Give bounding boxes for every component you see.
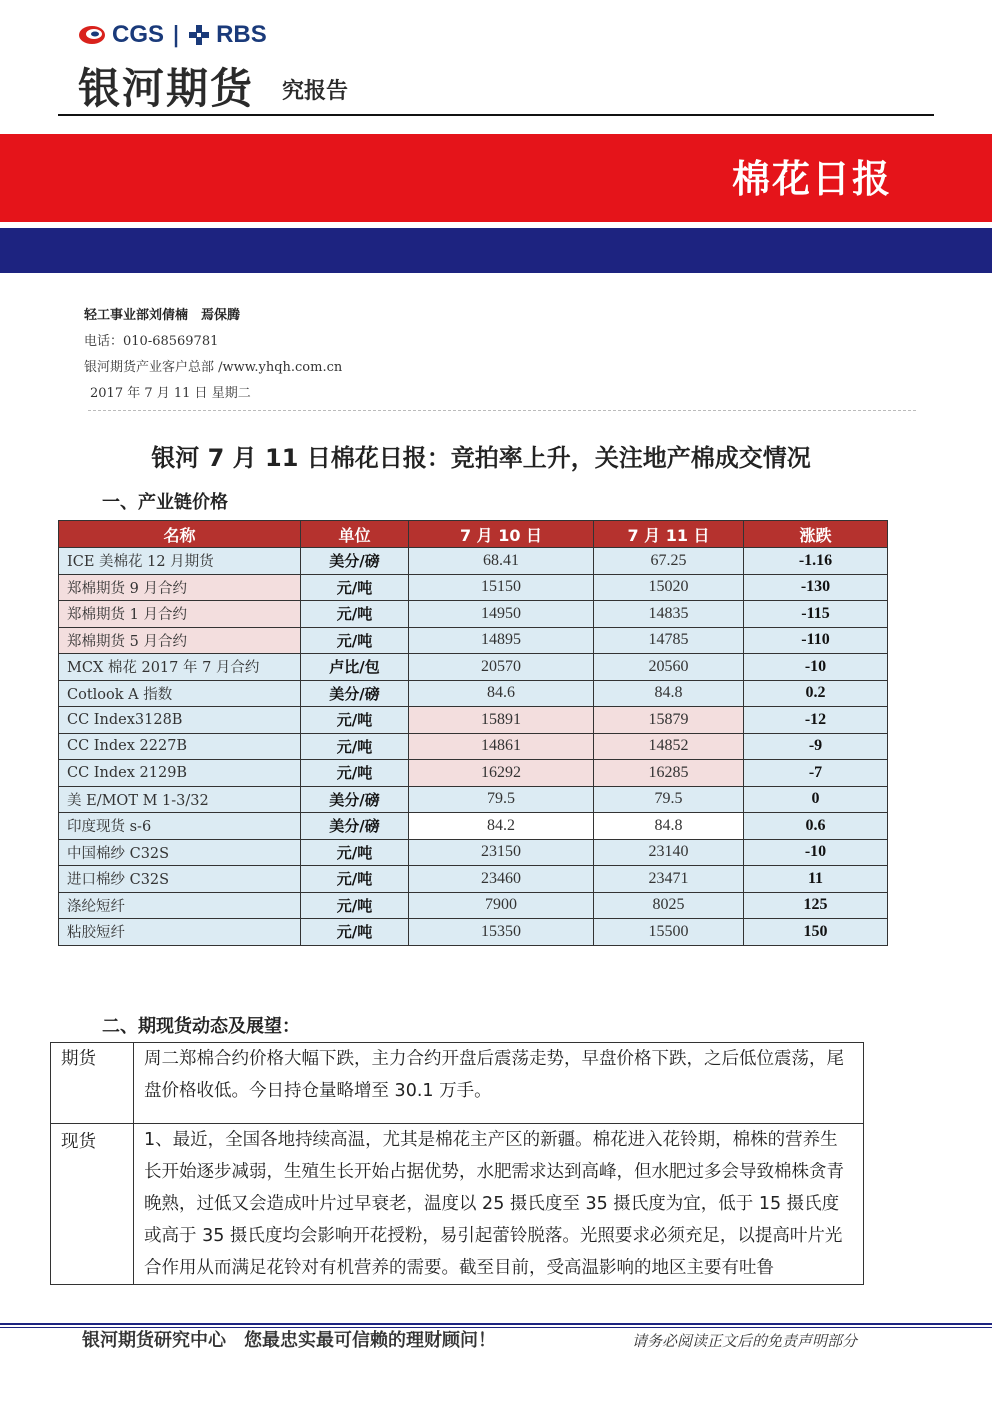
row-jul10: 20570 (409, 654, 594, 681)
row-unit: 元/吨 (301, 574, 409, 601)
table-row (59, 892, 888, 919)
row-jul11: 15879 (594, 707, 744, 734)
table-row (59, 813, 888, 840)
row-jul11: 14785 (594, 627, 744, 654)
logo-rbs-text: RBS (216, 21, 267, 48)
row-jul11: 84.8 (594, 680, 744, 707)
row-unit: 元/吨 (301, 892, 409, 919)
table-row (59, 627, 888, 654)
row-unit: 卢比/包 (301, 654, 409, 681)
row-change: 125 (744, 892, 888, 919)
row-jul11: 14835 (594, 601, 744, 628)
row-jul10: 84.6 (409, 680, 594, 707)
logo-separator: | (172, 22, 181, 48)
rbs-daisy-icon (188, 24, 210, 46)
report-type-title: 棉花日报 (731, 157, 892, 201)
table-row (59, 680, 888, 707)
price-table (58, 520, 888, 946)
row-name: 进口棉纱 C32S (59, 866, 301, 893)
table-row (59, 919, 888, 946)
row-unit: 美分/磅 (301, 813, 409, 840)
brand-subtitle: 究报告 (282, 79, 349, 104)
futures-text: 周二郑棉合约价格大幅下跌，主力合约开盘后震荡走势，早盘价格下跌，之后低位震荡，尾盘价格收低。今日持仓量略增至 30.1 万手。 (134, 1043, 864, 1124)
row-change: -1.16 (744, 548, 888, 575)
row-unit: 元/吨 (301, 733, 409, 760)
col-header-unit: 单位 (301, 521, 409, 548)
row-unit: 元/吨 (301, 839, 409, 866)
row-jul11: 23140 (594, 839, 744, 866)
row-jul11: 8025 (594, 892, 744, 919)
row-name: 郑棉期货 1 月合约 (59, 601, 301, 628)
table-row (59, 601, 888, 628)
row-jul10: 16292 (409, 760, 594, 787)
spot-text: 1、最近，全国各地持续高温，尤其是棉花主产区的新疆。棉花进入花铃期，棉株的营养生长开始逐步减弱，生殖生长开始占据优势，水肥需求达到高峰，但水肥过多会导致棉株贪青晚熟，过低又会造成叶片过早衰老，温度以 25 摄氏度至 35 摄氏度为宜，低于 15 摄氏度或高于 35 摄氏度均会影响开花授粉，易引起蕾铃脱落。光照要求必须充足，以提高叶片光合作用从而满足花铃对有机营养的需要。截至目前，受高温影响的地区主要有吐鲁 (134, 1124, 864, 1285)
row-unit: 美分/磅 (301, 786, 409, 813)
logo (78, 20, 267, 50)
author-line: 轻工事业部刘倩楠 焉保腾 (84, 308, 241, 323)
row-jul11: 84.8 (594, 813, 744, 840)
row-jul11: 16285 (594, 760, 744, 787)
table-row (59, 707, 888, 734)
row-change: -110 (744, 627, 888, 654)
row-name: ICE 美棉花 12 月期货 (59, 548, 301, 575)
row-jul11: 14852 (594, 733, 744, 760)
row-unit: 元/吨 (301, 601, 409, 628)
header-divider (58, 114, 934, 116)
row-jul10: 14950 (409, 601, 594, 628)
row-unit: 元/吨 (301, 627, 409, 654)
row-name: MCX 棉花 2017 年 7 月合约 (59, 654, 301, 681)
row-change: -10 (744, 839, 888, 866)
department-line: 银河期货产业客户总部 /www.yhqh.com.cn (84, 360, 343, 375)
table-row (59, 839, 888, 866)
row-change: -115 (744, 601, 888, 628)
row-jul11: 20560 (594, 654, 744, 681)
table-row (59, 654, 888, 681)
row-unit: 美分/磅 (301, 680, 409, 707)
col-header-jul11: 7 月 11 日 (594, 521, 744, 548)
section-heading-prices: 一、产业链价格 (102, 492, 228, 513)
table-row (59, 574, 888, 601)
row-jul10: 79.5 (409, 786, 594, 813)
row-change: -10 (744, 654, 888, 681)
row-jul10: 23460 (409, 866, 594, 893)
table-header-row (59, 521, 888, 548)
row-unit: 美分/磅 (301, 548, 409, 575)
row-change: -130 (744, 574, 888, 601)
table-row (59, 548, 888, 575)
footer-rule (0, 1323, 992, 1325)
dashed-divider (88, 410, 916, 411)
row-name: 粘胶短纤 (59, 919, 301, 946)
row-name: 涤纶短纤 (59, 892, 301, 919)
table-row (59, 786, 888, 813)
row-change: -9 (744, 733, 888, 760)
table-row (59, 733, 888, 760)
row-change: 0.6 (744, 813, 888, 840)
spot-label: 现货 (51, 1124, 134, 1285)
row-change: 0 (744, 786, 888, 813)
row-change: 150 (744, 919, 888, 946)
phone-line: 电话：010-68569781 (84, 334, 219, 349)
analysis-table (50, 1042, 864, 1285)
row-unit: 元/吨 (301, 919, 409, 946)
row-name: Cotlook A 指数 (59, 680, 301, 707)
cgs-swirl-icon (78, 23, 106, 47)
col-header-change: 涨跌 (744, 521, 888, 548)
analysis-row-futures (51, 1043, 864, 1124)
row-jul10: 68.41 (409, 548, 594, 575)
row-unit: 元/吨 (301, 866, 409, 893)
row-change: 0.2 (744, 680, 888, 707)
brand-name: 银河期货 (78, 64, 255, 113)
row-jul10: 14861 (409, 733, 594, 760)
row-change: -12 (744, 707, 888, 734)
row-jul10: 15891 (409, 707, 594, 734)
title-band-blue (0, 228, 992, 273)
analysis-row-spot (51, 1124, 864, 1285)
table-row (59, 866, 888, 893)
row-unit: 元/吨 (301, 707, 409, 734)
row-name: 美 E/MOT M 1-3/32 (59, 786, 301, 813)
row-unit: 元/吨 (301, 760, 409, 787)
row-change: 11 (744, 866, 888, 893)
row-name: 郑棉期货 5 月合约 (59, 627, 301, 654)
row-jul11: 79.5 (594, 786, 744, 813)
row-jul11: 15500 (594, 919, 744, 946)
row-name: 中国棉纱 C32S (59, 839, 301, 866)
row-jul10: 15150 (409, 574, 594, 601)
row-jul11: 67.25 (594, 548, 744, 575)
futures-label: 期货 (51, 1043, 134, 1124)
report-headline: 银河 7 月 11 日棉花日报：竞拍率上升，关注地产棉成交情况 (151, 444, 811, 472)
row-jul11: 15020 (594, 574, 744, 601)
row-jul10: 23150 (409, 839, 594, 866)
row-name: CC Index 2227B (59, 733, 301, 760)
report-date: 2017 年 7 月 11 日 星期二 (90, 386, 251, 401)
row-jul10: 14895 (409, 627, 594, 654)
row-name: 印度现货 s-6 (59, 813, 301, 840)
col-header-jul10: 7 月 10 日 (409, 521, 594, 548)
section-heading-outlook: 二、期现货动态及展望： (102, 1016, 300, 1037)
row-name: CC Index3128B (59, 707, 301, 734)
logo-cgs-text: CGS (112, 21, 165, 48)
row-jul10: 7900 (409, 892, 594, 919)
footer-slogan: 银河期货研究中心 您最忠实最可信赖的理财顾问！ (82, 1330, 496, 1351)
row-jul11: 23471 (594, 866, 744, 893)
row-name: 郑棉期货 9 月合约 (59, 574, 301, 601)
col-header-name: 名称 (59, 521, 301, 548)
footer-disclaimer-note: 请务必阅读正文后的免责声明部分 (632, 1332, 858, 1350)
row-change: -7 (744, 760, 888, 787)
row-jul10: 15350 (409, 919, 594, 946)
row-jul10: 84.2 (409, 813, 594, 840)
table-row (59, 760, 888, 787)
row-name: CC Index 2129B (59, 760, 301, 787)
